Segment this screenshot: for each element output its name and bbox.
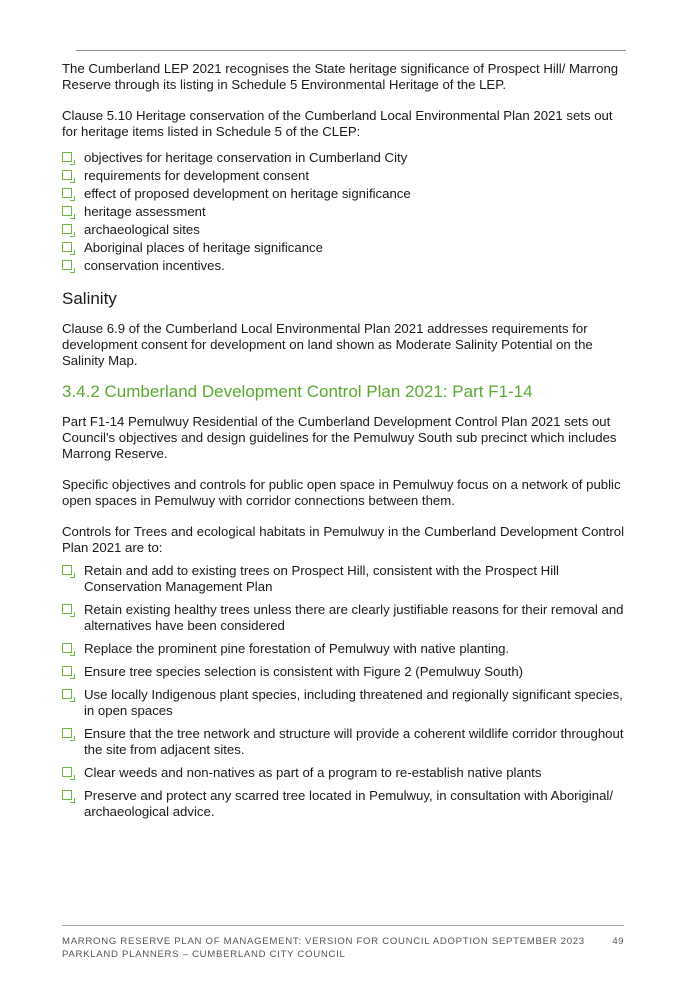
box-bullet-icon bbox=[62, 565, 72, 575]
box-bullet-icon bbox=[62, 666, 72, 676]
salinity-heading: Salinity bbox=[62, 289, 117, 308]
dcp-paragraph-3: Controls for Trees and ecological habitats in Pemulwuy in the Cumberland Development Control Plan 2021 are to: bbox=[62, 524, 624, 555]
box-bullet-icon bbox=[62, 689, 72, 699]
box-bullet-icon bbox=[62, 260, 72, 270]
list-item: conservation incentives. bbox=[62, 257, 624, 275]
dcp-paragraph-1: Part F1-14 Pemulwuy Residential of the Cumberland Development Control Plan 2021 sets out Council's objectives and design guidelines for the Pemulwuy South sub precinct which includes Marrong Reserve. bbox=[62, 414, 617, 461]
header-divider bbox=[76, 50, 626, 51]
box-bullet-icon bbox=[62, 170, 72, 180]
list-item: Retain existing healthy trees unless there are clearly justifiable reasons for their removal and alternatives have been considered bbox=[62, 602, 624, 634]
list-item: Ensure tree species selection is consistent with Figure 2 (Pemulwuy South) bbox=[62, 664, 624, 680]
list-item: Retain and add to existing trees on Prospect Hill, consistent with the Prospect Hill Conservation Management Plan bbox=[62, 563, 624, 595]
salinity-paragraph: Clause 6.9 of the Cumberland Local Environmental Plan 2021 addresses requirements for development consent for development on land shown as Moderate Salinity Potential on the Salinity Map. bbox=[62, 321, 593, 368]
box-bullet-icon bbox=[62, 767, 72, 777]
box-bullet-icon bbox=[62, 206, 72, 216]
box-bullet-icon bbox=[62, 188, 72, 198]
heritage-objectives-list bbox=[62, 149, 624, 275]
list-item: archaeological sites bbox=[62, 221, 624, 239]
paragraph-lep-heritage: The Cumberland LEP 2021 recognises the State heritage significance of Prospect Hill/ Marrong Reserve through its listing in Schedule 5 Environmental Heritage of the LEP. bbox=[62, 61, 619, 92]
box-bullet-icon bbox=[62, 728, 72, 738]
list-item: effect of proposed development on heritage significance bbox=[62, 185, 624, 203]
dcp-paragraph-2: Specific objectives and controls for public open space in Pemulwuy focus on a network of public open spaces in Pemulwuy with corridor connections between them. bbox=[62, 477, 621, 508]
box-bullet-icon bbox=[62, 224, 72, 234]
list-item: objectives for heritage conservation in Cumberland City bbox=[62, 149, 624, 167]
list-item: Aboriginal places of heritage significance bbox=[62, 239, 624, 257]
box-bullet-icon bbox=[62, 604, 72, 614]
tree-controls-list bbox=[62, 563, 624, 820]
box-bullet-icon bbox=[62, 643, 72, 653]
list-item: Ensure that the tree network and structure will provide a coherent wildlife corridor throughout the site from adjacent sites. bbox=[62, 726, 624, 758]
dcp-section-heading: 3.4.2 Cumberland Development Control Plan 2021: Part F1-14 bbox=[62, 382, 533, 401]
list-item: requirements for development consent bbox=[62, 167, 624, 185]
paragraph-clause-510: Clause 5.10 Heritage conservation of the Cumberland Local Environmental Plan 2021 sets out for heritage items listed in Schedule 5 of the CLEP: bbox=[62, 108, 613, 139]
box-bullet-icon bbox=[62, 790, 72, 800]
footer-document-title: MARRONG RESERVE PLAN OF MANAGEMENT: VERSION FOR COUNCIL ADOPTION SEPTEMBER 2023 bbox=[62, 936, 585, 947]
list-item: heritage assessment bbox=[62, 203, 624, 221]
page-body bbox=[62, 61, 624, 827]
footer-divider bbox=[62, 925, 624, 926]
list-item: Replace the prominent pine forestation of Pemulwuy with native planting. bbox=[62, 641, 624, 657]
page-number: 49 bbox=[612, 936, 624, 947]
list-item: Use locally Indigenous plant species, including threatened and regionally significant species, in open spaces bbox=[62, 687, 624, 719]
list-item: Clear weeds and non-natives as part of a program to re-establish native plants bbox=[62, 765, 624, 781]
list-item: Preserve and protect any scarred tree located in Pemulwuy, in consultation with Aboriginal/ archaeological advice. bbox=[62, 788, 624, 820]
box-bullet-icon bbox=[62, 152, 72, 162]
box-bullet-icon bbox=[62, 242, 72, 252]
page-footer bbox=[62, 935, 624, 961]
footer-author: PARKLAND PLANNERS – CUMBERLAND CITY COUNCIL bbox=[62, 949, 346, 960]
